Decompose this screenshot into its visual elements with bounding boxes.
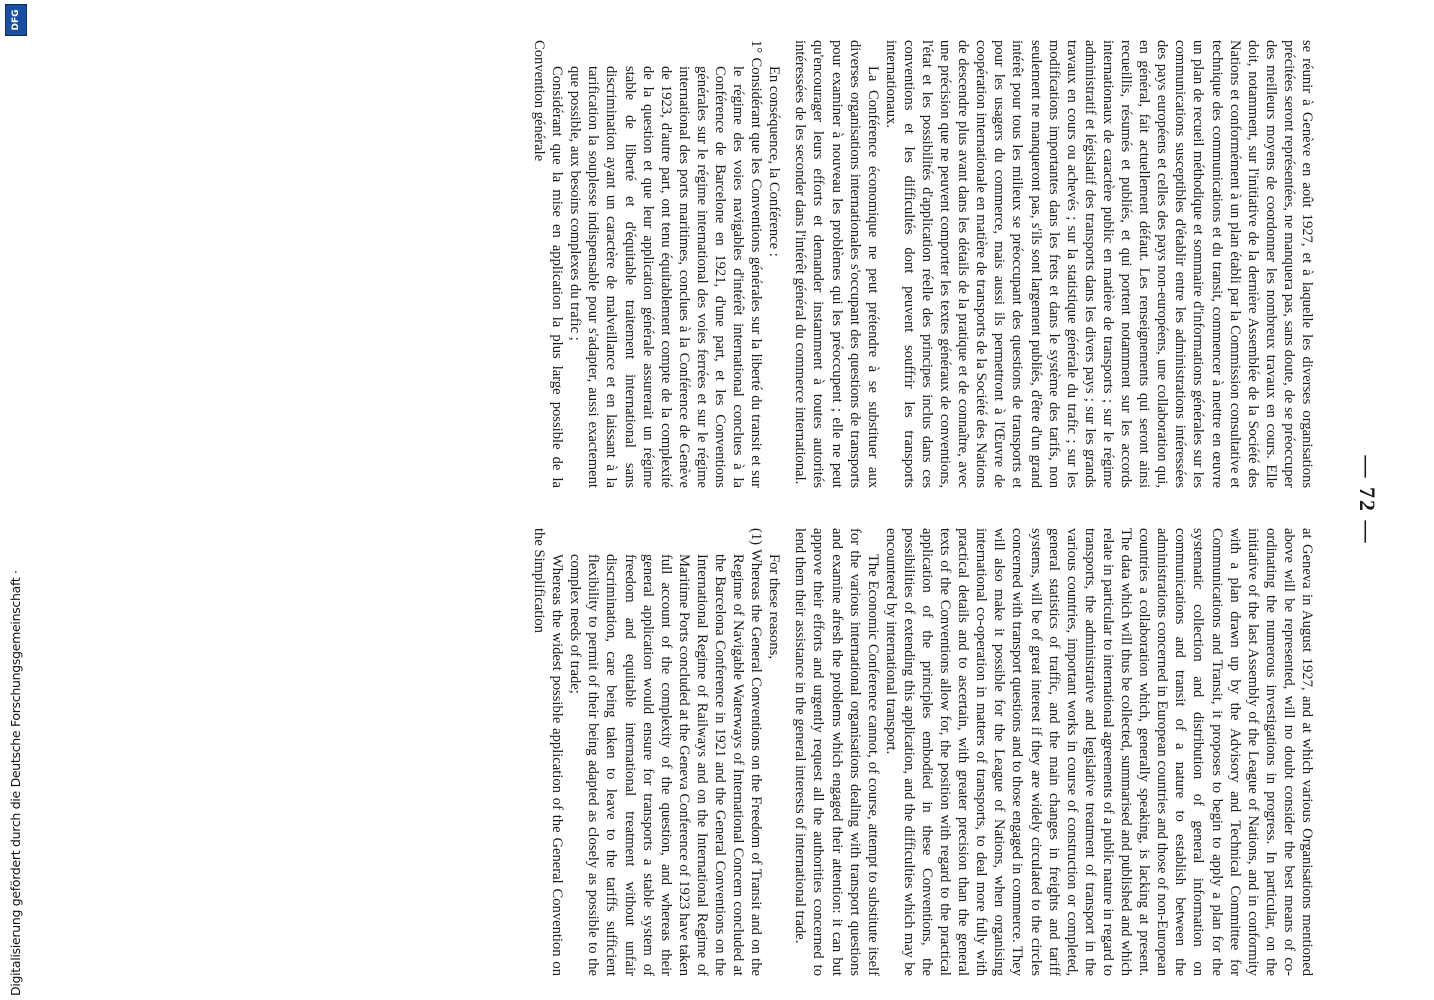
footer-credit: Digitalisierung gefördert durch die Deutsche Forschungsgemeinschaft · [8, 570, 23, 996]
digitization-footer [4, 0, 28, 996]
french-paragraph-3: En conséquence, la Conférence : [766, 66, 783, 257]
french-paragraph-1: se réunir à Genève en août 1927, et à laquelle les diverses organisations précitées seront représentées, ne manquera pas, sans doute, de se préoccuper des meilleurs moyens de coordonner les nombreux travaux en cours. Elle doit, notamment, sur l'initiative de la dernière Assemblée de la Société des Nations et conformément à un plan établi par la Commission consultative et technique des communications et du transit, commencer à mettre en œuvre un plan de recueil méthodique et sommaire d'informations générales sur les communications susceptibles d'établir entre les administrations intéressées des pays européens et celles des pays non-européens, une collaboration qui, en général, fait actuellement défaut. Les renseignements qui seront ainsi recueillis, résumés et publiés, et qui portent notamment sur les accords internationaux de caractère public en matière de transports ; sur le régime administratif et législatif des transports dans les divers pays ; sur les grands travaux en cours ou achevés ; sur la statistique générale du trafic ; sur les modifications importantes dans les frets et dans le système des tarifs, non seulement ne manqueront pas, s'ils sont largement publiés, d'être d'un grand intérêt pour tous les milieux se préoccupant des questions de transports et pour les usagers du commerce, mais aussi ils permettront à l'Œuvre de coopération internationale en matière de transports de la Société des Nations de descendre plus avant dans les détails de la pratique et de connaître, avec une précision que ne peuvent comporter les textes généraux de conventions, l'état et les possibilités d'application réelle des principes inclus dans ces conventions et les difficultés dont peuvent souffrir les transports internationaux. [882, 40, 1315, 488]
dfg-logo: DFG [5, 4, 27, 36]
french-paragraph-4: 1° Considérant que les Conventions générales sur la liberté du transit et sur le régime des voies navigables d'intérêt international conclues à la Conférence de Barcelone en 1921, d'une part, et les Conventions générales sur le régime international des voies ferrées et sur le régime international des ports maritimes, conclues à la Conférence de Genève de 1923, d'autre part, ont tenu équitablement compte de la complexité de la question et que leur application générale assurerait un régime stable de liberté et d'équitable traitement international sans discrimination ayant un caractère de malveillance et en laissant à la tarification la souplesse indispensable pour s'adapter, aussi exactement que possible, aux besoins complexes du trafic ; [567, 40, 765, 488]
english-paragraph-1: at Geneva in August 1927, and at which various Organisations mentioned above will be represented, will no doubt consider the best means of co-ordinating the numerous investigations in progress. In particular, on the initiative of the last Assembly of the League of Nations, and in conformity with a plan drawn up by the Advisory and Technical Committee for Communications and Transit, it proposes to begin to apply a plan for the systematic collection and distribution of general information on communications and transit of a nature to establish between the administrations concerned in European countries and those of non-European countries a collaboration which, generally speaking, is lacking at present. The data which will thus be collected, summarised and published and which relate in particular to international agreements of a public nature in regard to transports, the administrative and legislative treatment of transport in the various countries, important works in course of construction or completed, general statistics of traffic, and the main changes in freights and tariff systems, will be of great interest if they are widely circulated to the circles concerned with transport questions and to those engaged in commerce. They will also make it possible for the League of Nations, when organising international co-operation in matters of transports, to deal more fully with practical details and to ascertain, with greater precision than the general texts of the Conventions allow for, the position with regard to the practical application of the principles embodied in these Conventions, the possibilities of extending this application, and the difficulties which may be encountered by international transport. [882, 528, 1315, 976]
french-column [530, 40, 1316, 488]
english-paragraph-2: The Economic Conference cannot, of course, attempt to substitute itself for the various international organisations dealing with transport questions and examine afresh the problems which engaged their attention: it can but approve their efforts and urgently request all the authorities concerned to lend them their assistance in the general interests of international trade. [792, 528, 881, 976]
english-paragraph-5: Whereas the widest possible application of the General Convention on the Simplification [531, 528, 566, 976]
english-paragraph-4: (1) Whereas the General Conventions on the Freedom of Transit and on the Regime of Navigable Waterways of International Concern concluded at the Barcelona Conference in 1921 and the General Conventions on the International Regime of Railways and on the International Regime of Maritime Ports concluded at the Geneva Conference of 1923 have taken full account of the complexity of the question, and whereas their general application would ensure for transports a stable system of freedom and equitable international treatment without unfair discrimination, care being taken to leave to the tariffs sufficient flexibility to permit of their being adapted as closely as possible to the complex needs of trade; [567, 528, 765, 976]
french-paragraph-5: Considérant que la mise en application la plus large possible de la Convention générale [531, 40, 566, 488]
english-column [530, 528, 1316, 976]
page-number: — 72 — [1355, 455, 1380, 545]
english-paragraph-3: For these reasons, [766, 554, 783, 659]
french-paragraph-2: La Conférence économique ne peut prétendre à se substituer aux diverses organisations internationales s'occupant des questions de transports pour examiner à nouveau les problèmes qui les préoccupent ; elle ne peut qu'encourager leurs efforts et demander instamment à toutes autorités intéressées de les seconder dans l'intérêt général du commerce international. [792, 40, 881, 488]
